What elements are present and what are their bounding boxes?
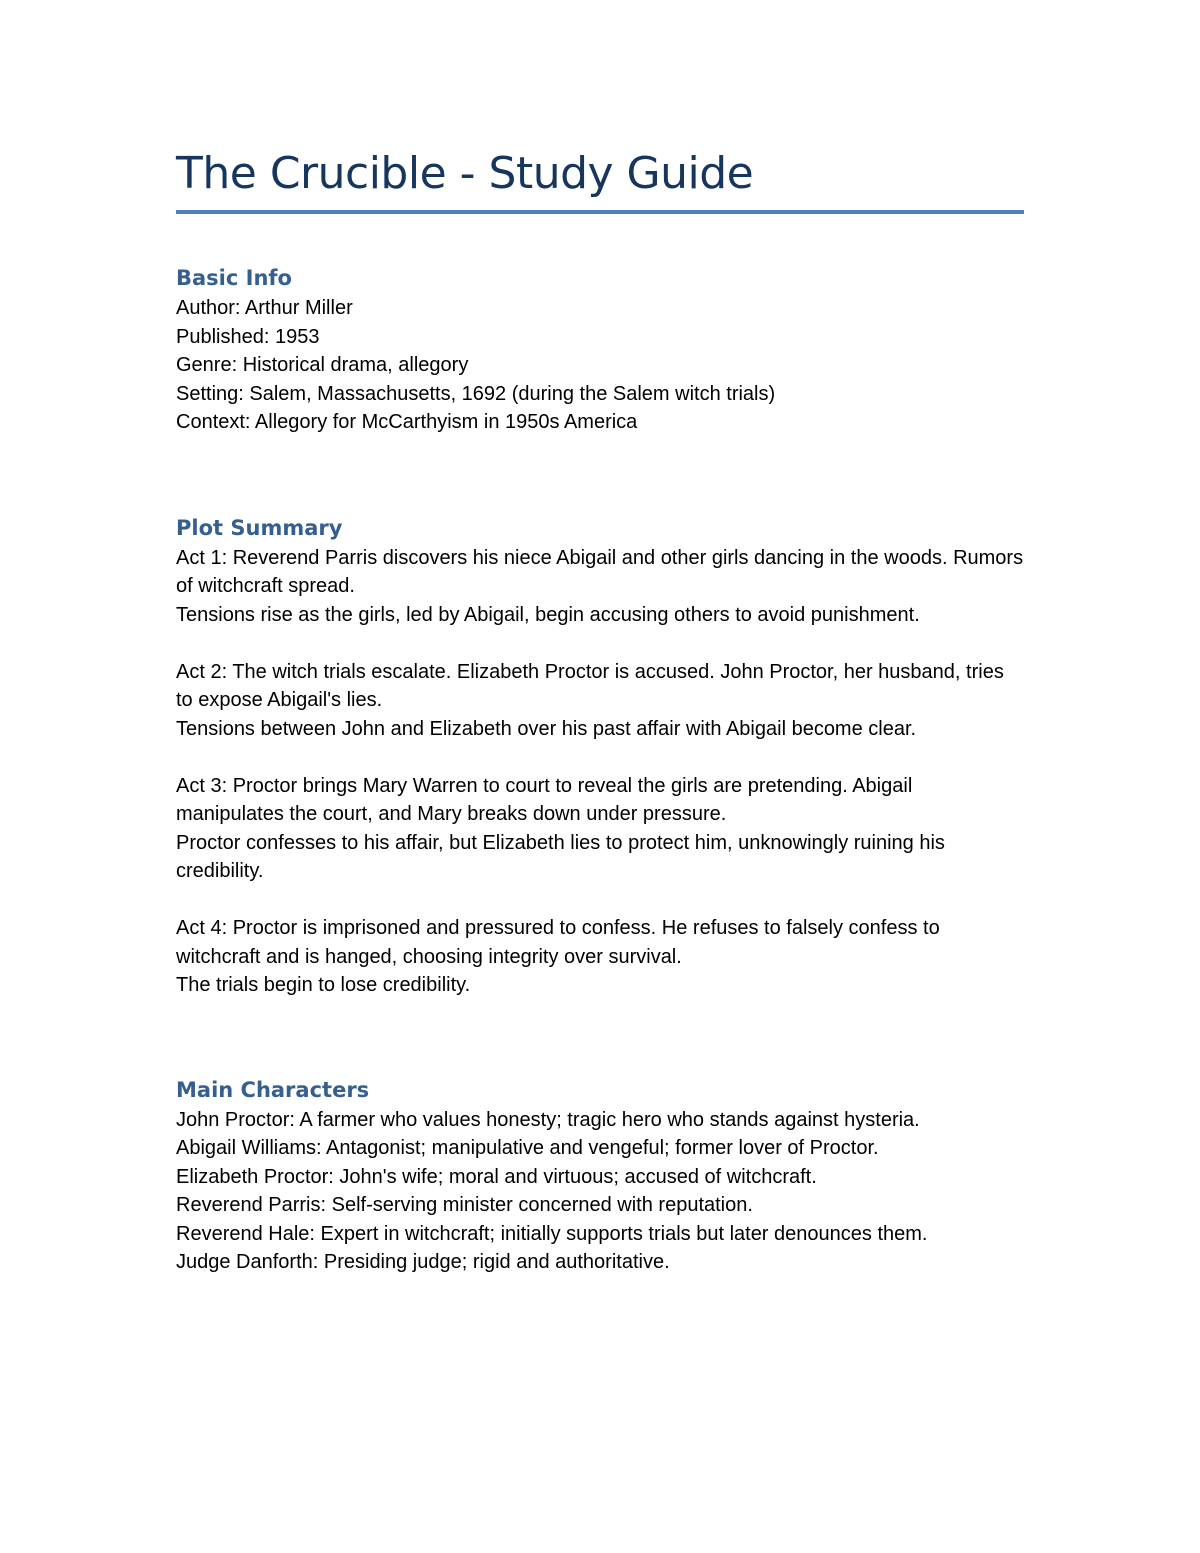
act-3-summary: Act 3: Proctor brings Mary Warren to court to reveal the girls are pretending. Abigail manipulates the court, and Mary breaks down under pressure. (176, 774, 913, 825)
act-1-detail: Tensions rise as the girls, led by Abigail, begin accusing others to avoid punishment. (176, 603, 920, 626)
basic-info-published: Published: 1953 (176, 325, 320, 348)
character-judge-danforth: Judge Danforth: Presiding judge; rigid and authoritative. (176, 1251, 670, 1273)
title-underline (176, 210, 1024, 214)
plot-summary-section (176, 512, 1024, 1000)
act-1-summary: Act 1: Reverend Parris discovers his niece Abigail and other girls dancing in the woods. Rumors of witchcraft spread. (176, 546, 1024, 597)
basic-info-setting: Setting: Salem, Massachusetts, 1692 (during the Salem witch trials) (176, 382, 776, 405)
act-3-detail: Proctor confesses to his affair, but Elizabeth lies to protect him, unknowingly ruining his credibility. (176, 831, 945, 882)
page-title: The Crucible - Study Guide (176, 148, 754, 199)
basic-info-section (176, 262, 1024, 437)
document-body (176, 140, 1024, 1277)
basic-info-genre: Genre: Historical drama, allegory (176, 354, 469, 376)
act-2-detail: Tensions between John and Elizabeth over his past affair with Abigail become clear. (176, 717, 917, 740)
basic-info-context: Context: Allegory for McCarthyism in 1950s America (176, 411, 638, 433)
character-abigail-williams: Abigail Williams: Antagonist; manipulative and vengeful; former lover of Proctor. (176, 1137, 879, 1159)
paragraph-spacer (176, 743, 1024, 772)
paragraph-spacer (176, 886, 1024, 915)
plot-summary-heading: Plot Summary (176, 515, 343, 540)
main-characters-section (176, 1074, 1024, 1277)
character-reverend-parris: Reverend Parris: Self-serving minister concerned with reputation. (176, 1194, 753, 1216)
character-reverend-hale: Reverend Hale: Expert in witchcraft; initially supports trials but later denounces them. (176, 1222, 928, 1245)
paragraph-spacer (176, 629, 1024, 658)
act-2-summary: Act 2: The witch trials escalate. Elizabeth Proctor is accused. John Proctor, her husband, tries to expose Abigail's lies. (176, 660, 1004, 711)
character-elizabeth-proctor: Elizabeth Proctor: John's wife; moral and virtuous; accused of witchcraft. (176, 1165, 817, 1188)
act-4-summary: Act 4: Proctor is imprisoned and pressured to confess. He refuses to falsely confess to witchcraft and is hanged, choosing integrity over survival. (176, 917, 940, 968)
main-characters-heading: Main Characters (176, 1077, 370, 1102)
basic-info-heading: Basic Info (176, 266, 292, 290)
character-john-proctor: John Proctor: A farmer who values honesty; tragic hero who stands against hysteria. (176, 1108, 920, 1131)
basic-info-author: Author: Arthur Miller (176, 297, 353, 319)
act-4-detail: The trials begin to lose credibility. (176, 974, 471, 996)
